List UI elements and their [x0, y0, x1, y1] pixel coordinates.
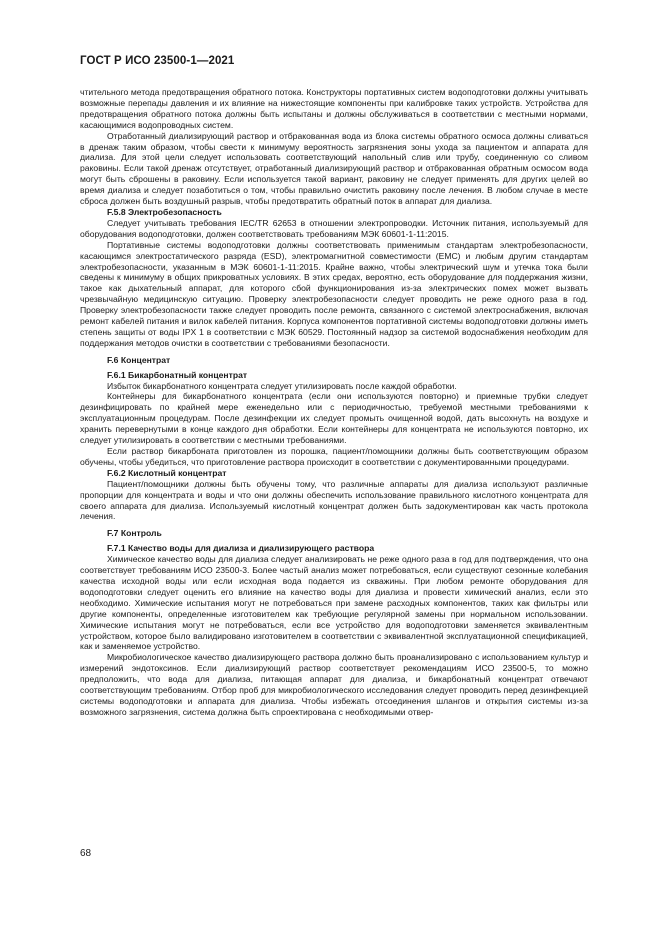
document-body	[80, 87, 588, 718]
body-paragraph: Если раствор бикарбоната приготовлен из порошка, пациент/помощники должны быть соответствующим образом обучены, чтобы убедиться, что приготовление раствора происходит в соответствии с документированными процедурами.	[80, 446, 588, 467]
body-paragraph: Отработанный диализирующий раствор и отбракованная вода из блока системы обратного осмоса должны сливаться в дренаж таким образом, чтобы свести к минимуму вероятность загрязнения зоны ухода за пациентом и аппарата для диализа. Для этой цели следует использовать соответствующий напольный слив или трубу, соединенную со сливом раковины. Если такой дренаж отсутствует, отработанный диализирующий раствор и отбракованная обратным осмосом вода могут быть сброшены в раковину. Если используется такой вариант, раковину не следует применять для других целей во время диализа и следует позаботиться о том, чтобы правильно очистить раковину после лечения. В любом случае в месте сброса должен быть воздушный разрыв, чтобы предотвратить обратный поток в аппарат для диализа.	[80, 130, 588, 207]
body-paragraph: Контейнеры для бикарбонатного концентрата (если они используются повторно) и приемные трубки следует дезинфицировать по крайней мере еженедельно или с периодичностью, требуемой местными требованиями к эксплуатационным процедурам. После дезинфекции их следует промыть очищенной водой, дать высохнуть на воздухе и хранить перевернутыми в конце каждого дня обработки. Если контейнеры для концентрата не используются повторно, их следует утилизировать в соответствии с местными требованиями.	[80, 391, 588, 446]
section-heading: F.7.1 Качество воды для диализа и диализирующего раствора	[107, 543, 375, 554]
section-heading: F.7 Контроль	[107, 528, 162, 539]
body-paragraph: чтительного метода предотвращения обратного потока. Конструкторы портативных систем водоподготовки должны учитывать возможные перепады давления и их влияние на нижестоящие компоненты при калибровке таких устройств. Устройства для предотвращения обратного потока должны быть испытаны и должны обслуживаться в соответствии с местными нормами, касающимися водопроводных систем.	[80, 87, 588, 130]
body-paragraph: Следует учитывать требования IEC/TR 62653 в отношении электропроводки. Источник питания, используемый для оборудования водоподготовки, должен соответствовать требованиям МЭК 60601-1-11:2015.	[80, 217, 588, 239]
body-paragraph: Пациент/помощники должны быть обучены тому, что различные аппараты для диализа используют различные пропорции для концентрата и воды и что они должны обеспечить использование правильного кислотного концентрата для своего аппарата для диализа. Используемый кислотный концентрат должен быть задокументирован как часть протокола лечения.	[80, 478, 588, 522]
section-heading: F.6 Концентрат	[107, 354, 171, 365]
body-paragraph: Избыток бикарбонатного концентрата следует утилизировать после каждой обработки.	[107, 380, 457, 391]
body-paragraph: Химическое качество воды для диализа следует анализировать не реже одного раза в год для подтверждения, что она соответствует требованиям ИСО 23500-3. Более частый анализ может потребоваться, если существуют сезонные колебания качества исходной воды или если исходная вода подается из скважины. При любом ремонте оборудования для водоподготовки следует оценить его влияние на качество воды для диализа и провести химический анализ, если это необходимо. Химические испытания могут не потребоваться при замене расходных компонентов, таких как фильтры или другие компоненты, определенные изготовителем как требующие регулярной замены при нормальном использовании. Химические испытания могут не потребоваться, если все устройство для водоподготовки заменяется эквивалентным устройством, которое было валидировано изготовителем в соответствии с эквивалентной эксплуатационной спецификацией, как и заменяемое устройство.	[80, 554, 588, 652]
document-header: ГОСТ Р ИСО 23500-1—2021	[80, 55, 235, 67]
section-heading: F.6.2 Кислотный концентрат	[107, 467, 227, 478]
page-number: 68	[80, 848, 92, 859]
body-paragraph: Микробиологическое качество диализирующего раствора должно быть проанализировано с использованием культур и измерений эндотоксинов. Если диализирующий раствор соответствует рекомендациям ИСО 23500-5, то можно предположить, что вода для диализа, питающая аппарат для диализа, и бикарбонатный концентрат отвечают соответствующим требованиям. Отбор проб для микробиологического исследования следует проводить перед дезинфекцией системы водоподготовки и аппарата для диализа. Чтобы избежать отсоединения шлангов и открытия системы из-за возможного загрязнения, система должна быть спроектирована с необходимыми отвер-	[80, 652, 588, 717]
section-heading: F.6.1 Бикарбонатный концентрат	[107, 369, 248, 380]
body-paragraph: Портативные системы водоподготовки должны соответствовать применимым стандартам электробезопасности, касающимся электростатического разряда (ESD), электромагнитной совместимости (EMC) и любым другим стандартам электробезопасности, указанным в МЭК 60601-1-11:2015. Крайне важно, чтобы электрический шум и утечка тока были сведены к минимуму в общих прикроватных условиях. В этих средах, вероятно, есть оборудование для поддержания жизни, такое как дыхательный аппарат, для которого сбой функционирования из-за электрических помех может вызвать чрезвычайную медицинскую ситуацию. Проверку электробезопасности следует проводить не реже одного раза в год. Проверку электробезопасности также следует проводить после ремонта, связанного с системой электроснабжения, включая ремонт кабелей питания и вилок кабелей питания. Корпуса компонентов портативной системы водоподготовки должны иметь степень защиты от воды IPX 1 в соответствии с МЭК 60529. Постоянный надзор за системой водоснабжения необходим для поддержания методов очистки в соответствии с требованиями безопасности.	[80, 239, 588, 348]
section-heading: F.5.8 Электробезопасность	[107, 206, 222, 217]
